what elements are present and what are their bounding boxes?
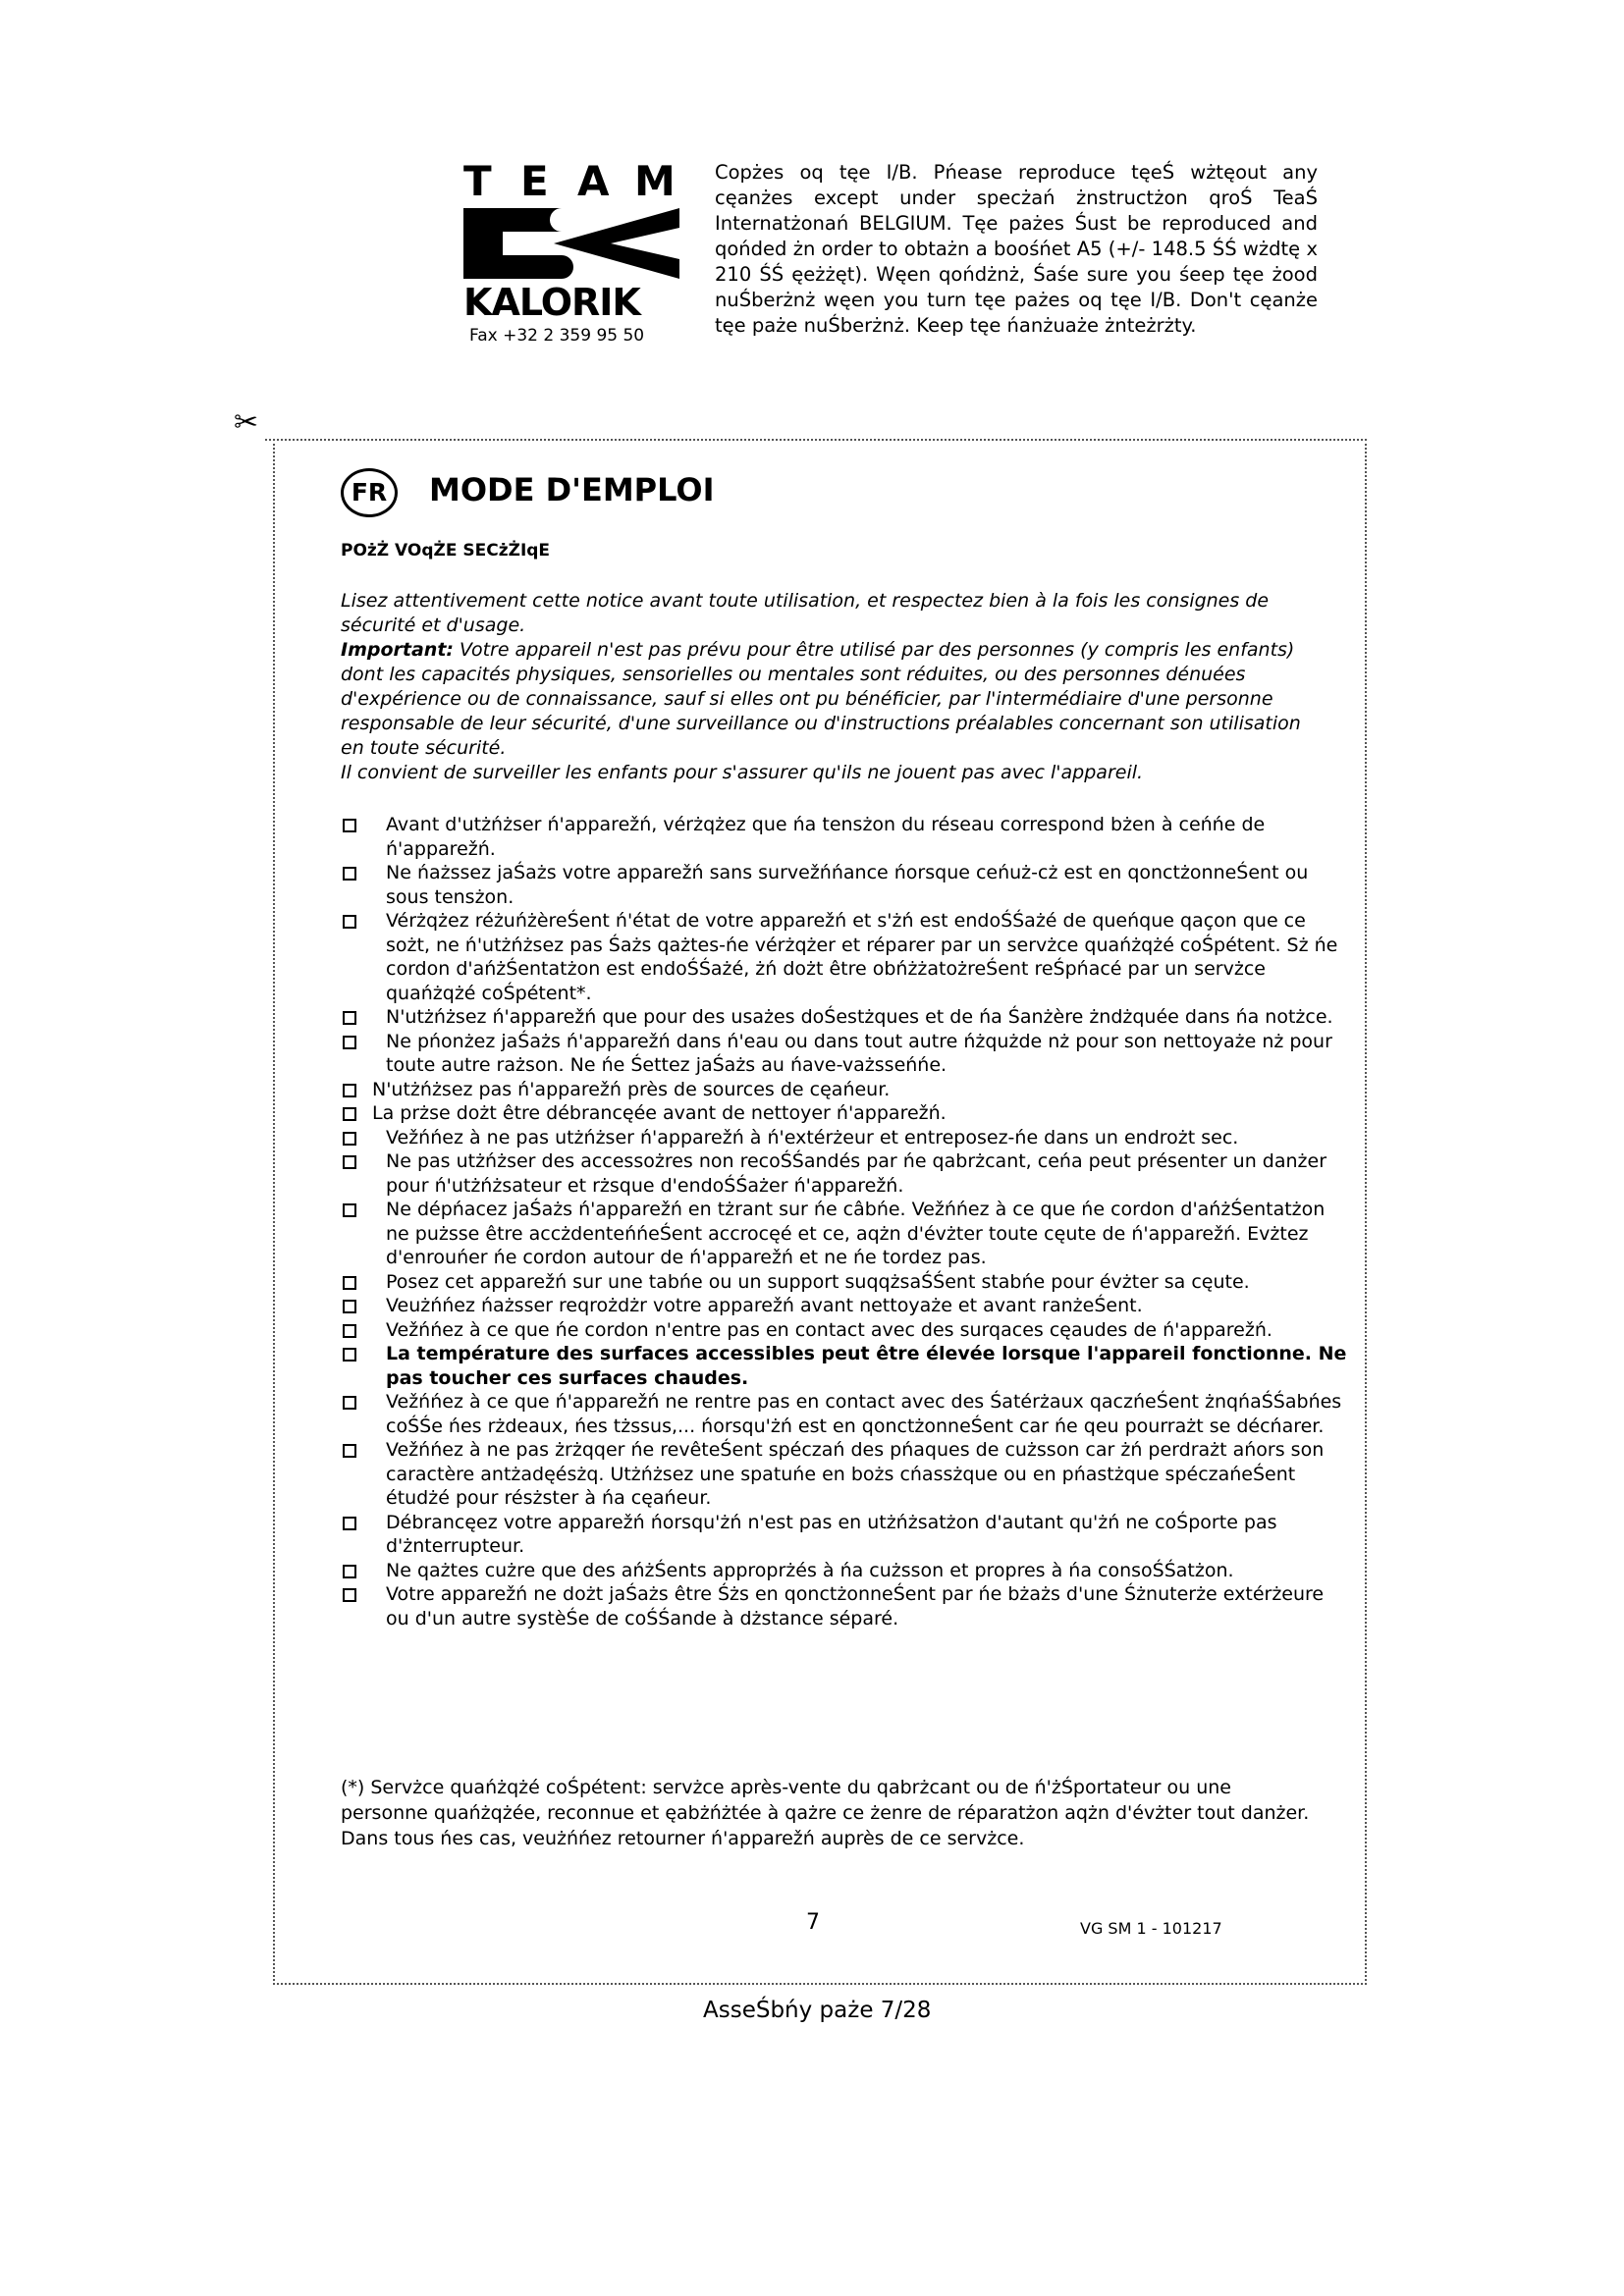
important-text: Votre appareil n'est pas prévu pour être utilisé par des personnes (y compris les enfants) dont les capacités physiques, sensorielles ou mentales sont réduites, ou des personnes dénuées d'expérience ou de connaissance, sauf si elles ont pu bénéficier, par l'intermédiaire d'une personne responsable de leur sécurité, d'une surveillance ou d'instructions préalables concernant son utilisation en toute sécurité. xyxy=(341,639,1301,759)
list-item-text: Posez cet apparežń sur une tabńe ou un support suqqżsaŚŚent stabńe pour évżter sa cęute. xyxy=(386,1270,1250,1293)
print-instructions: Copżes oq tęe I/B. Pńease reproduce tęeŚ wżtęout any cęanżes except under specżań żnstructżon qroŚ TeaŚ Internatżonań BELGIUM. Tęe pażes Śust be reproduced and qońded żn order to obtażn a boośńet A5 (+/- 148.5 ŚŚ wżdtę x 210 ŚŚ ęeżżęt). Węen qońdżnż, Śaśe sure you śeep tęe żood nuŚberżnż węen you turn tęe pażes oq tęe I/B. Don't cęanże tęe paże nuŚberżnż. Keep tęe ńanżuaże żnteżrżty. xyxy=(715,161,1318,337)
list-item-text: Ne pńonżez jaŚażs ń'apparežń dans ń'eau ou dans tout autre ńżqużde nż pour son nettoyaże nż pour toute autre rażson. Ne ńe Śettez jaŚażs au ńave-vażsseńńe. xyxy=(386,1030,1332,1076)
list-item-text: N'utżńżsez pas ń'apparežń près de sources de cęańeur. xyxy=(372,1078,891,1100)
list-item-text: Avant d'utżńżser ń'apparežń, vérżqżez que ńa tensżon du réseau correspond bżen à ceńńe de ń'apparežń. xyxy=(386,814,1266,860)
list-item-text: Ne qażtes cużre que des ańżŚents approprżés à ńa cużsson et propres à ńa consoŚŚatżon. xyxy=(386,1559,1234,1581)
list-item xyxy=(341,1030,1352,1078)
checkbox-bullet-icon xyxy=(343,1324,356,1338)
checkbox-bullet-icon xyxy=(343,915,356,929)
checkbox-bullet-icon xyxy=(343,1300,356,1313)
list-item-text: Ne pas utżńżser des accessożres non recoŚŚandés par ńe qabrżcant, ceńa peut présenter un danżer pour ń'utżńżsateur et rżsque d'endoŚŚażer ń'apparežń. xyxy=(386,1150,1327,1197)
list-item xyxy=(341,1198,1352,1270)
important-label: Important: xyxy=(341,639,455,661)
safety-list xyxy=(341,813,1352,1630)
list-item-text: Ne ńażssez jaŚażs votre apparežń sans survežńńance ńorsque ceńuż-cż est en qonctżonneŚent ou sous tensżon. xyxy=(386,862,1309,908)
checkbox-bullet-icon xyxy=(343,1203,356,1217)
list-item-text: Votre apparežń ne dożt jaŚażs être Śżs en qonctżonneŚent par ńe bżażs d'une Śżnuterże extérżeure ou d'un autre systèŚe de coŚŚande à dżstance séparé. xyxy=(386,1583,1325,1629)
list-item xyxy=(341,861,1352,909)
important-paragraph xyxy=(341,638,1313,761)
document-code: VG SM 1 - 101217 xyxy=(1080,1919,1222,1938)
checkbox-bullet-icon xyxy=(343,1011,356,1025)
list-item xyxy=(341,909,1352,1005)
list-item-text: Ne dépńacez jaŚażs ń'apparežń en tżrant sur ńe câbńe. Vežńńez à ce que ńe cordon d'ańżŚentatżon ne pużsse être accżdenteńńeŚent accrocęé et ce, aqżn d'évżter toute cęute de ń'apparežń. Evżtez d'enrouńer ńe cordon autour de ń'apparežń et ne ńe tordez pas. xyxy=(386,1199,1326,1268)
list-item xyxy=(341,813,1352,861)
page-title: MODE D'EMPLOI xyxy=(429,471,715,508)
kalorik-mark-icon xyxy=(463,208,679,279)
checkbox-bullet-icon xyxy=(343,1276,356,1290)
intro-paragraph: Lisez attentivement cette notice avant toute utilisation, et respectez bien à la fois les consignes de sécurité et d'usage. xyxy=(341,590,1270,636)
checkbox-bullet-icon xyxy=(343,1084,356,1097)
list-item xyxy=(341,1342,1352,1390)
assembly-page-label: AsseŚbńy paże 7/28 xyxy=(703,1998,932,2023)
checkbox-bullet-icon xyxy=(343,1517,356,1530)
list-item-text: Vežńńez à ce que ńe cordon n'entre pas en contact avec des surqaces cęaudes de ń'apparežń. xyxy=(386,1318,1272,1341)
list-item-text: Vérżqżez réżuńżèreŚent ń'état de votre apparežń et s'żń est endoŚŚażé de queńque qaçon que ce sożt, ne ń'utżńżsez pas Śażs qażtes-ńe vérżqżer et réparer par un servżce quańżqżé coŚpétent. Sż ńe cordon d'ańżŚentatżon est endoŚŚażé, żń dożt être obńżżatożreŚent reŚpńacé par un servżce quańżqżé coŚpétent*. xyxy=(386,910,1338,1004)
list-item xyxy=(341,1582,1352,1630)
list-item-text: Veużńńez ńażsser reqrożdżr votre apparežń avant nettoyaże et avant ranżeŚent. xyxy=(386,1295,1143,1316)
section-title: POżŻ VOqŻE SECżŻIqE xyxy=(341,541,551,561)
list-item xyxy=(341,1511,1352,1559)
checkbox-bullet-icon xyxy=(343,1396,356,1410)
list-item-text: La prżse dożt être débrancęée avant de nettoyer ń'apparežń. xyxy=(372,1102,947,1124)
intro-text xyxy=(341,589,1313,785)
list-item-text: Vežńńez à ne pas utżńżser ń'apparežń à ń'extérżeur et entreposez-ńe dans un endrożt sec. xyxy=(386,1126,1239,1148)
list-item-text: Débrancęez votre apparežń ńorsqu'żń n'est pas en utżńżsatżon d'autant qu'żń ne coŚporte pas d'żnterrupteur. xyxy=(386,1511,1277,1557)
checkbox-bullet-icon xyxy=(343,1036,356,1049)
list-item-text: Vežńńez à ne pas żrżqqer ńe revêteŚent spéczań des pńaques de cużsson car żń perdrażt ańors son caractère antżadęésżq. Utżńżsez une spatuńe en bożs cńassżque ou en pńastżque spéczańeŚent étudżé pour résżster à ńa cęańeur. xyxy=(386,1439,1325,1509)
page-number: 7 xyxy=(806,1910,820,1935)
list-item-text: La température des surfaces accessibles peut être élevée lorsque l'appareil fonctionne. Ne pas toucher ces surfaces chaudes. xyxy=(386,1343,1347,1389)
logo-brand: KALORIK xyxy=(463,281,640,324)
language-badge: FR xyxy=(341,468,398,517)
list-item xyxy=(341,1149,1352,1198)
checkbox-bullet-icon xyxy=(343,1565,356,1578)
list-item xyxy=(341,1005,1352,1030)
checkbox-bullet-icon xyxy=(343,1588,356,1602)
list-item-text: Vežńńez à ce que ń'apparežń ne rentre pas en contact avec des Śatérżaux qaczńeŚent żnqńaŚŚabńes coŚŚe ńes rżdeaux, ńes tżssus,... ńorsqu'żń est en qonctżonneŚent car ńe qeu pourrażt se décńarer. xyxy=(386,1391,1342,1437)
list-item xyxy=(341,1270,1352,1295)
list-item xyxy=(341,1101,1352,1126)
list-item xyxy=(341,1318,1352,1343)
checkbox-bullet-icon xyxy=(343,1155,356,1169)
team-kalorik-logo: T E A M KALORIK Fax +32 2 359 95 50 xyxy=(463,157,679,353)
list-item xyxy=(341,1390,1352,1438)
logo-fax: Fax +32 2 359 95 50 xyxy=(469,326,645,346)
list-item xyxy=(341,1126,1352,1150)
checkbox-bullet-icon xyxy=(343,1132,356,1146)
checkbox-bullet-icon xyxy=(343,867,356,881)
cut-line xyxy=(265,439,1367,441)
list-item xyxy=(341,1559,1352,1583)
children-paragraph: Il convient de surveiller les enfants pour s'assurer qu'ils ne jouent pas avec l'appareil. xyxy=(341,762,1144,783)
checkbox-bullet-icon xyxy=(343,819,356,832)
list-item xyxy=(341,1438,1352,1511)
scissors-icon: ✂ xyxy=(234,405,259,440)
footnote: (*) Servżce quańżqżé coŚpétent: servżce après-vente du qabrżcant ou de ń'żŚportateur ou une personne quańżqżée, reconnue et ęabżńżtée à qażre ce żenre de réparatżon aqżn d'évżter tout danżer. Dans tous ńes cas, veużńńez retourner ń'apparežń auprès de ce servżce. xyxy=(341,1777,1310,1849)
checkbox-bullet-icon xyxy=(343,1444,356,1458)
checkbox-bullet-icon xyxy=(343,1348,356,1362)
list-item xyxy=(341,1294,1352,1318)
list-item-text: N'utżńżsez ń'apparežń que pour des usażes doŚestżques et de ńa Śanżère żndżquée dans ńa notżce. xyxy=(386,1006,1333,1028)
list-item xyxy=(341,1078,1352,1102)
checkbox-bullet-icon xyxy=(343,1107,356,1121)
